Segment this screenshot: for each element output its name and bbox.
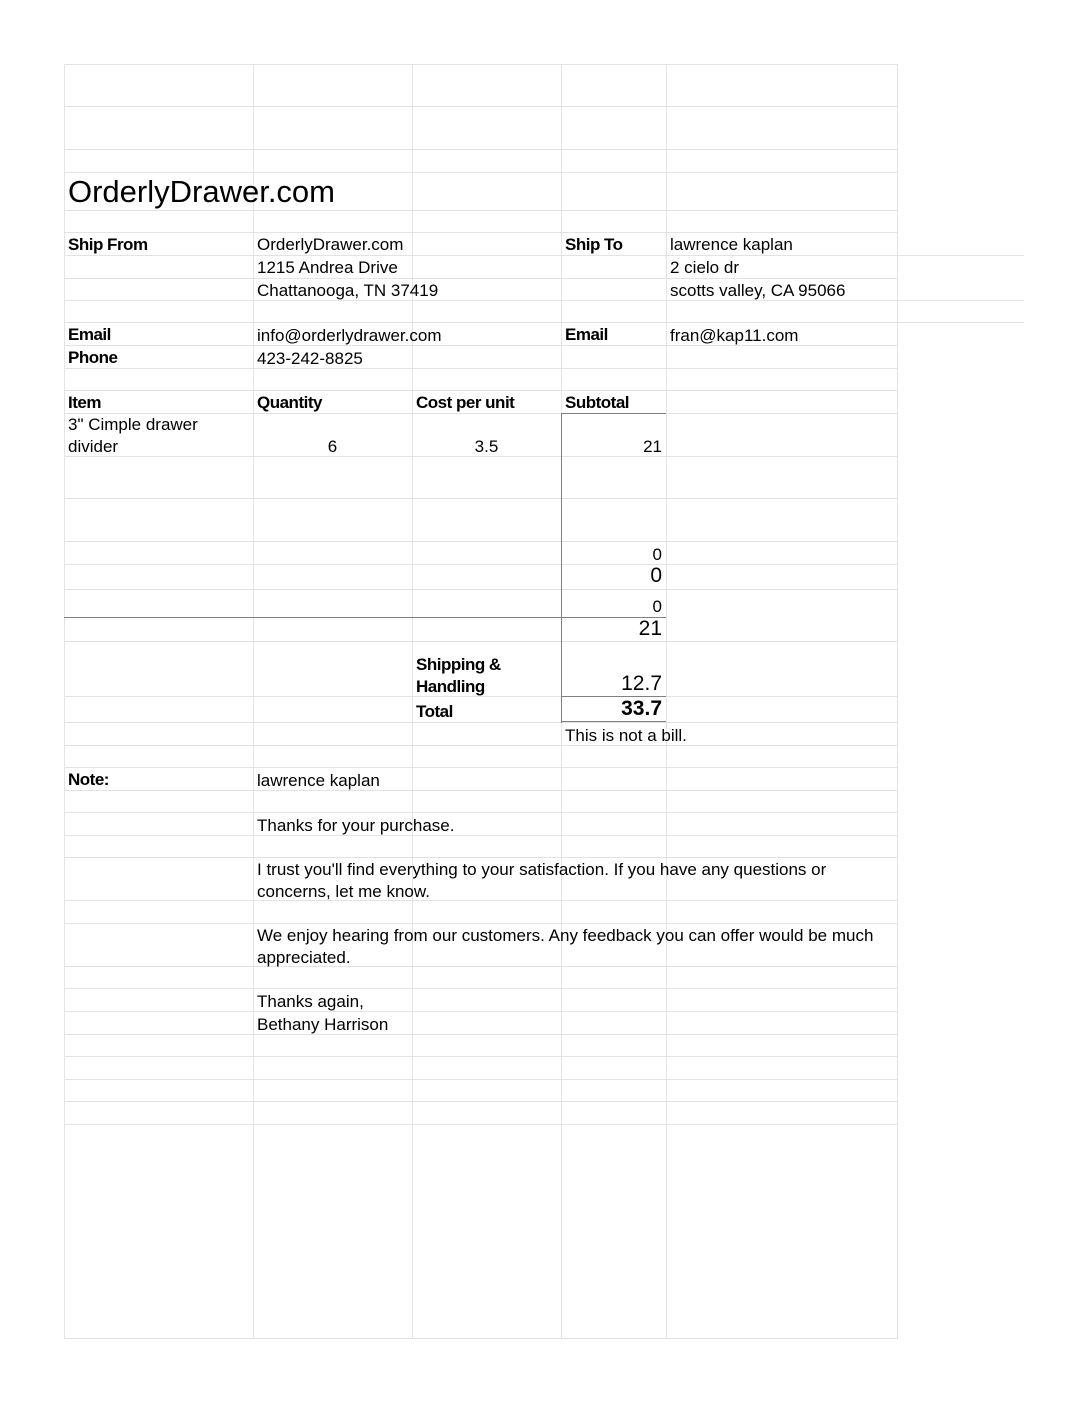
grid-row-line — [64, 1011, 898, 1012]
grid-row-line — [64, 300, 1024, 301]
note-label: Note: — [68, 770, 109, 789]
grid-row-line — [64, 564, 898, 565]
grid-row-line — [64, 722, 898, 723]
item-cost: 3.5 — [474, 437, 499, 456]
phone-value: 423-242-8825 — [257, 349, 363, 368]
grid-row-line — [64, 278, 898, 279]
grid-row-line — [64, 1124, 898, 1125]
ship-from-city: Chattanooga, TN 37419 — [257, 281, 439, 300]
grid-row-line — [64, 857, 898, 858]
header-subtotal: Subtotal — [565, 393, 629, 412]
grid-row-line — [64, 1079, 898, 1080]
grid-row-line — [64, 498, 898, 499]
total-border — [561, 721, 666, 722]
grid-row-line — [64, 745, 898, 746]
shipping-value: 12.7 — [621, 672, 662, 695]
grid-row-line — [64, 589, 898, 590]
ship-from-email-label: Email — [68, 325, 111, 344]
company-title: OrderlyDrawer.com — [68, 174, 335, 209]
grid-row-line — [64, 988, 898, 989]
disclaimer: This is not a bill. — [565, 726, 687, 745]
ship-to-name: lawrence kaplan — [670, 235, 793, 254]
total-label: Total — [416, 702, 453, 721]
grid-row-line — [64, 923, 898, 924]
grid-row-line — [64, 1101, 898, 1102]
ship-to-label: Ship To — [565, 235, 623, 254]
grid-row-line — [64, 641, 898, 642]
grid-row-line — [64, 767, 898, 768]
grid-row-line — [64, 390, 898, 391]
grid-row-line — [64, 106, 898, 107]
header-item: Item — [68, 393, 101, 412]
item-subtotal: 21 — [643, 437, 662, 456]
ship-from-name: OrderlyDrawer.com — [257, 235, 404, 254]
items-total: 21 — [638, 617, 662, 640]
grid-row-line — [64, 368, 898, 369]
note-recipient: lawrence kaplan — [257, 771, 380, 790]
empty-subtotal: 0 — [652, 545, 662, 564]
ship-from-street: 1215 Andrea Drive — [257, 258, 398, 277]
grid-row-line — [64, 232, 898, 233]
ship-to-email: fran@kap11.com — [670, 326, 799, 345]
item-description: 3" Cimple drawer divider — [68, 415, 198, 456]
grid-row-line — [64, 790, 898, 791]
grid-row-line — [64, 541, 898, 542]
empty-subtotal: 0 — [650, 564, 662, 587]
ship-from-email: info@orderlydrawer.com — [257, 326, 442, 345]
grid-row-line — [64, 322, 1024, 323]
grid-row-line — [64, 835, 898, 836]
ship-to-city: scotts valley, CA 95066 — [670, 281, 846, 300]
header-quantity: Quantity — [257, 393, 322, 412]
note-closing: Thanks again, — [257, 992, 364, 1011]
note-paragraph-1: I trust you'll find everything to your satisfaction. If you have any questions or concerns, let me know. — [257, 860, 827, 901]
ship-to-street: 2 cielo dr — [670, 258, 739, 277]
grid-row-line — [64, 812, 898, 813]
header-cost: Cost per unit — [416, 393, 515, 412]
note-signature: Bethany Harrison — [257, 1015, 389, 1034]
grid-row-line — [64, 64, 898, 65]
ship-to-email-label: Email — [565, 325, 608, 344]
total-value: 33.7 — [621, 697, 662, 720]
grid-row-line — [64, 1338, 898, 1339]
phone-label: Phone — [68, 348, 118, 367]
item-quantity: 6 — [327, 437, 338, 456]
grid-row-line — [64, 255, 1024, 256]
empty-subtotal: 0 — [652, 597, 662, 616]
note-paragraph-2: We enjoy hearing from our customers. Any feedback you can offer would be much appreciated. — [257, 926, 874, 967]
grid-row-line — [64, 172, 898, 173]
grid-row-line — [64, 149, 898, 150]
grid-row-line — [64, 1056, 898, 1057]
note-thanks: Thanks for your purchase. — [257, 816, 455, 835]
grid-row-line — [64, 210, 898, 211]
shipping-label: Shipping & Handling — [416, 655, 501, 696]
grid-row-line — [64, 1034, 898, 1035]
ship-from-label: Ship From — [68, 235, 148, 254]
